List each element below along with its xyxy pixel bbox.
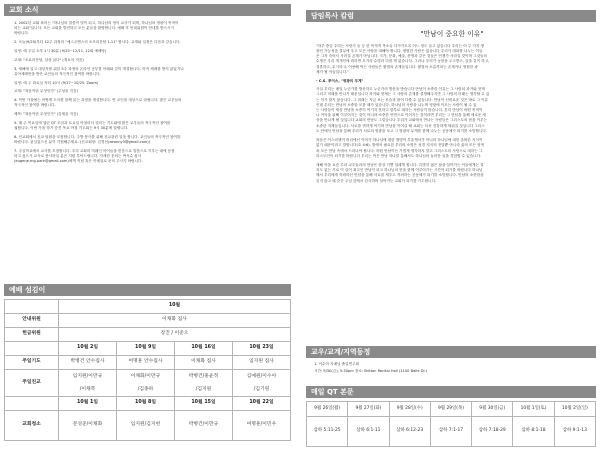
news-item [14, 98, 288, 108]
meal-label: 주일친교 [5, 370, 59, 397]
qt-date-cell: 9월 26일(월) [307, 402, 348, 417]
pastor-column-paragraphs [316, 44, 588, 184]
news-line: (eugene.mg.park@gmail.com)에게 직접 혹은 이메일로 문의 주시기 바랍니다. [14, 159, 143, 164]
date-a-cell: 10월 23일 [233, 342, 291, 356]
date-a-cell: 10월 2일 [59, 342, 117, 356]
news-line: 교재: "복음이란 무엇인가" (주성윤 지음) [14, 89, 78, 94]
daily-qt-header [306, 386, 596, 398]
column-line: "하루 중일 우리는 사람가 들 등 한 목적적 목소들 다가가도록 어느 정도 들고 있습니다 우리는 어 두 가지 생 [316, 43, 485, 48]
community-news-title: 교우/교계/지역동정 [311, 348, 371, 356]
meal-line: /김종하 [137, 387, 154, 392]
news-item [14, 89, 288, 94]
prayer-cell: 이채화 집사 [175, 356, 233, 370]
pastor-column-header [306, 10, 596, 22]
news-line: 유아세례만을 받은 교인들의 적극적인 참여를 바랍니다. [14, 71, 101, 76]
news-section-header [4, 4, 291, 16]
news-line: 1. 2002년 교회 표어는 "하나님의 말씀이 벌이 되고, 하나님의 영이 교사가 되며, 하나님의 영광이 목적이 [14, 21, 179, 25]
daily-qt-title: 매일 QT 본문 [311, 388, 354, 396]
qt-date-cell: 10월 2일(일) [554, 402, 595, 417]
column-line: 은 그저 죽어서 사라질 존재가 아닙니다. 국가, 문화, 예술, 문명과 같은 것들은 언젠가 사라질 것이며 그것들의 [316, 54, 487, 59]
qt-date-cell: 9월 30일(금) [472, 402, 513, 417]
news-line: 일정: 매 주일 오후 1시 30분 (9/25~12/11, 12회 예배당) [14, 49, 107, 53]
dates-b-corner-cell [5, 397, 59, 411]
worship-duty-title: 예배 섬김이 [9, 286, 46, 294]
column-line: 과 모든 만남 속에서 드러나야 합니다. 어떤 만남이든 가볍게 생각하지 말고 그리스도의 사랑으로 대하는 그 [316, 148, 483, 153]
column-line: 께서 우리에게 허락하신 만남을 통해 서로를 세우고 격려하는 공동체가 되기를 소망합니다. 만남의 소중함을 [316, 173, 484, 178]
column-line: 결혼하고, 무시하고, 이용해 먹는 사람들은 불멸의 존재들입니다. 불멸의 소름끼치는 존재거나 영원한 광 [316, 64, 478, 69]
news-line: 일정: 매 주 화요일 저녁 10시 (9/27~10/25, Zoom) [14, 80, 99, 85]
meal-line: /김지원 [195, 387, 212, 392]
dates-a-corner-cell [5, 342, 59, 356]
news-item [14, 49, 288, 54]
news-list [14, 21, 288, 168]
meal-cell [59, 370, 117, 397]
cleaning-cell: 박병건/이만규 [175, 411, 233, 441]
news-line: 교재: "소요리문답, 살을 읽다" (정요석 지음) [14, 57, 84, 62]
news-line: 제목: "복음이란 무엇인가" (김세윤 지음) [14, 112, 78, 117]
news-line: 5. 매 주 목요일에 열린 QT 모임과 토요일 아침마다 열리는 기도회에 많은 교우들의 적극적인 참여를 [14, 120, 171, 125]
news-item [14, 81, 288, 86]
meal-line: 임지원/이만규 [72, 374, 103, 379]
date-b-cell: 10월 22일 [233, 397, 291, 411]
news-item [14, 58, 288, 63]
meal-cell [175, 370, 233, 397]
date-a-cell: 10월 9일 [117, 342, 175, 356]
news-line: 6. 인교회에서 친교 팀원을 모집합니다. 주방 봉사를 위해 친교관련 일을 합니다. 교인들의 적극적인 참여를 [14, 134, 181, 139]
news-line: 3. 새해에 얼고 대상자를 위한 5주 과정의 온라인 공부를 아래와 같이 개설합니다. 아직 세례를 받지 않았거나 [14, 66, 184, 71]
date-b-cell: 10월 1일 [59, 397, 117, 411]
news-line: 7. 주일학교에서 교사를 모집합니다. 우리 교회의 미래인 아이들을 믿음으로 말씀으로 키우는 데에 동참 [14, 148, 175, 153]
news-line: 하고 싶으시 교사로 봉사하실 분은 지원 부탁드립니다. 자세한 문의는 박석수 집사 [14, 154, 142, 159]
column-paragraph [316, 138, 588, 159]
column-line: 상을 만나게 될 것입니다 교회의 만남도 그렇습니다 우리가 교회에서 만나는 사람들은 그리스도의 몸을 이루는 [316, 118, 488, 123]
qt-passage-cell: 삼하 8:1-18 [513, 417, 554, 447]
column-line: 잊지 않고 매 순간 주님 앞에서 감사하며 살아가는 교회가 되기를 기도합니다. [316, 178, 437, 183]
column-paragraph [316, 87, 588, 134]
column-line: 는 이가 많지 않습니다. 그 미래는 지금 보는 모습과 많이 다를 수 있습니다. 만남이 신비로운 것은 바로 그 이유 [316, 97, 489, 102]
community-news-body [314, 362, 589, 374]
column-line: 사실 우리는 매일 누군가를 방문하고 누군가의 방문을 받습니다 만남이 소중한 이유는 그 사람의 과거와 현재 [316, 87, 485, 92]
column-line: 채가 될 이들입니다." [316, 69, 349, 74]
usher-value: 이채화 집사 [59, 314, 291, 328]
cleaning-cell: 임지원/김지헌 [117, 411, 175, 441]
meal-cell [233, 370, 291, 397]
qt-passage-cell: 삼하 5:11-25 [307, 417, 348, 447]
qt-passage-cell: 삼하 6:12-23 [389, 417, 430, 447]
prayer-cell: 박병건 안수집사 [59, 356, 117, 370]
pastor-column-title: "만남이 중요한 이유" [420, 30, 484, 38]
prayer-cell: 임지원 집사 [233, 356, 291, 370]
community-item-title: 1. 이수아 자매님 졸업연주회 [314, 362, 360, 366]
column-line: 새해 이을 요즘 우리 교우들과의 만남은 항상 기쁨 설레게 합니다. 특별히 젊은 날을 살아가는 이들에게는 결 [316, 162, 484, 167]
news-line: 2. 오늘(9/25)부터 12주 과정의 "예스주앤스의 소모리문답 1-11" 합니다. 교재와 일정은 다음과 같습니다. [14, 40, 181, 45]
qt-date-cell: 9월 29일(목) [430, 402, 471, 417]
column-line: 복음은 이스라엘이 머리에선 이어가 하나님에 대한 생명이 부흥케서가 아니라 하나님에 대한 올바른 지식이 [316, 138, 483, 143]
meal-line: 이채화/이만규 [130, 374, 161, 379]
news-line: 바랍니다. 관심있으신 분이 기원해주세요. (신교회장: 김경선(aeonny3@gmail.com)) [14, 140, 151, 145]
pastor-column-header-label: 담임목사 칼럼 [311, 12, 355, 20]
column-paragraph [316, 163, 588, 184]
qt-passage-cell: 삼하 9:1-13 [554, 417, 595, 447]
column-line: 없기 때문이라고 말합니다(호 4:6). 빛에서 필요한 우리의 소명은 성경 지식의 전달뿐 아니라 삶의 모든 영역 [316, 143, 485, 148]
month-label: 10월 [59, 300, 291, 314]
meal-line: /김기원 [253, 387, 270, 392]
pastor-column-body [316, 30, 588, 188]
news-item [14, 112, 288, 117]
qt-date-cell: 9월 27일(화) [348, 402, 389, 417]
community-news-header [306, 346, 596, 358]
cleaning-cell: 여명훈/이민우 [233, 411, 291, 441]
column-line: 리스도인이 되기를 바랍니다 우리는 작은 만남 하나를 통해서도 하나님의 놀라운 일을 경험할 수 있습니다. [316, 153, 482, 158]
meal-line: 김예원/이수아 [246, 374, 277, 379]
column-paragraph [316, 44, 588, 75]
qt-dates-row [307, 402, 596, 417]
column-line: 수명은 우리 개개인에 비하면 모기의 수명과 다를 게 없습니다. 그러나 우리가 농담을 주고받고, 일을 같이 하고, [316, 59, 490, 64]
column-line: 인데 우리는 만남의 소중함 모를 때가 있습니다. 하나님의 사랑을 나누며 영광에 이르는 사람이 될 수 있 [316, 102, 477, 107]
prayer-label: 주일기도 [5, 356, 59, 370]
news-title: 교회 소식 [9, 6, 39, 14]
qt-passage-cell: 삼하 7:1-17 [430, 417, 471, 447]
column-line: 나 이익을 위해 이루어지는 것이 아니라 소중한 인연으로 이어지는 것이라면 우리는 그 만남을 통해 새로운 세 [316, 113, 486, 118]
qt-passage-cell: 삼하 6:1-11 [348, 417, 389, 447]
news-item [14, 40, 288, 45]
column-quote-source [316, 79, 588, 84]
news-item [14, 121, 288, 131]
column-line: 창인 가능성을 결무에 우고 모든 사람을 대해야 합니다. 평범한 사람은 없습니다 우리가 대화를 나누는 이들 [316, 49, 483, 54]
news-item [14, 67, 288, 77]
offering-label: 헌금위원 [5, 328, 59, 342]
column-line: 과도 없는 기로 이 길이 최고인 만남이 되고 하나님의 뜻을 함께 이루어가는 시간이 되기를 바랍니다 하나님 [316, 168, 483, 173]
column-line: 는 사람들이 세상 만남을 소중히 여기지 못하고 함부로 대하는 사람들이 많습니다. 흔히 만남이 어떤 목적이 [316, 108, 483, 113]
community-item-detail: 시간: 9/30(금), 5:30pm 장소: Britton Recital Hall (1100 Baits Dr.) [314, 369, 428, 374]
news-line: 적극적인 참여를 바랍니다. [14, 103, 56, 108]
daily-qt-table [306, 401, 596, 447]
meal-line: /이채복 [79, 387, 96, 392]
worship-duty-header [4, 284, 291, 296]
cleaning-cell: 문성준/이채화 [59, 411, 117, 441]
column-line: 도 안에서 만남을 통해 우리가 서로의 영광을 보고 그 영광의 무게를 함께 나누는 공동체가 되기를 소망합니다. [316, 128, 488, 133]
qt-date-cell: 9월 28일(수) [389, 402, 430, 417]
meal-cell [117, 370, 175, 397]
column-line: - C.S. 루이스, "영광의 무게" [316, 79, 364, 84]
month-corner-cell [5, 300, 59, 314]
usher-label: 안내위원 [5, 314, 59, 328]
prayer-cell: 여명훈 안수집사 [117, 356, 175, 370]
news-line: 되는 교회"입니다. 모든 교회를 발전하고 모든 분들을 환영합니다. 예배 후 안내위원이 안내를 받으시기 [14, 26, 174, 31]
offering-value: 장진 / 이준오 [59, 328, 291, 342]
date-b-cell: 10월 15일 [175, 397, 233, 411]
news-line: 바랍니다. [14, 31, 30, 36]
meal-line: 박병건/홍윤정 [188, 374, 219, 379]
date-b-cell: 10월 8일 [117, 397, 175, 411]
qt-passage-cell: 삼하 7:18-29 [472, 417, 513, 447]
cleaning-label: 교회청소 [5, 411, 59, 441]
worship-duty-table [4, 299, 291, 441]
column-line: 그리고 미래를 만나기 때문입니다 과거와 현재는 그 사람의 존재를 설명해주지만 그 사람의 미래는 생각할 수 있 [316, 92, 490, 97]
news-item [14, 21, 288, 37]
date-a-cell: 10월 16일 [175, 342, 233, 356]
qt-date-cell: 10월 1일(토) [513, 402, 554, 417]
news-line: 4. 이번 가을에는 어떻게 도서를 함께 읽는 과정을 개설합니다. 연 교인을 대상으로 열립니다. 많은 교우들의 [14, 98, 182, 103]
news-item [14, 149, 288, 165]
column-line: 소중한 지체들입니다. 서로를 귀하게 여기며 만남을 이어갈 때 교회는 더욱 건강하게 세워질 것입니다 그리스 [316, 123, 485, 128]
news-item [14, 135, 288, 145]
news-line: 권합니다. 이번 가을 학기 증진 목요 아침 기도회는 9시 30분에 열립니다. [14, 126, 129, 131]
qt-passages-row [307, 417, 596, 447]
